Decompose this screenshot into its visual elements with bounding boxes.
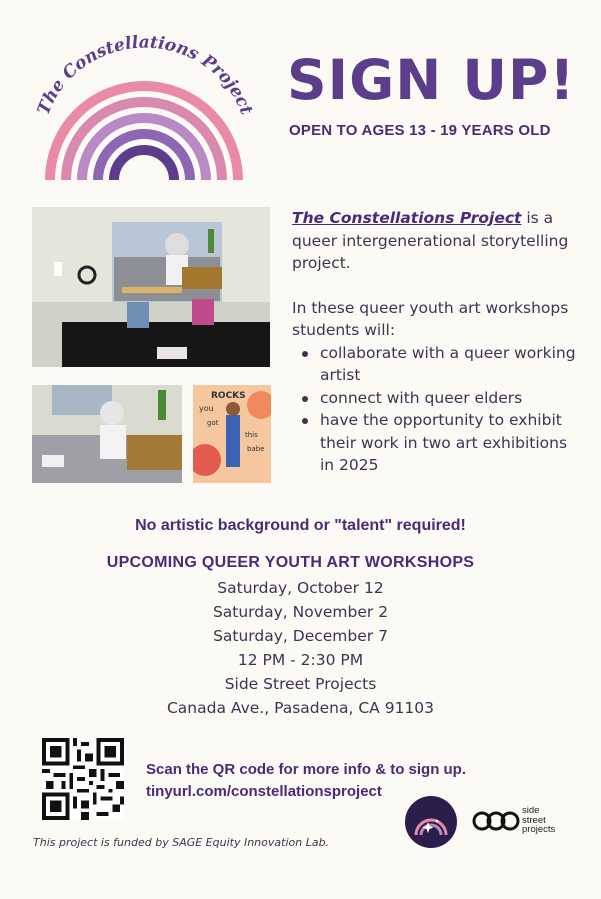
studio-photo xyxy=(32,207,270,367)
benefit-item: collaborate with a queer working artist xyxy=(320,342,577,387)
workshop-schedule xyxy=(0,576,601,720)
workshop-date: Saturday, November 2 xyxy=(212,603,389,621)
benefit-item: connect with queer elders xyxy=(320,387,577,410)
student-painting-photo xyxy=(193,385,271,483)
side-street-logo-icon xyxy=(472,806,522,836)
side-street-wordmark xyxy=(522,806,555,835)
funding-credit: This project is funded by SAGE Equity Innovation Lab. xyxy=(33,836,330,849)
side-street-line: street xyxy=(522,814,546,826)
painting-text-got: got xyxy=(207,419,219,427)
scan-line: Scan the QR code for more info & to sign up. xyxy=(146,761,467,778)
side-street-line: side xyxy=(522,805,540,816)
qr-code[interactable] xyxy=(42,738,124,820)
logo-text: The Constellations Project xyxy=(33,32,257,118)
workshop-time: 12 PM - 2:30 PM xyxy=(237,651,364,669)
benefits-list xyxy=(292,342,577,477)
seated-artist-photo xyxy=(32,385,182,483)
no-talent-note: No artistic background or "talent" required! xyxy=(135,517,466,534)
project-name: The Constellations Project xyxy=(292,209,522,227)
workshops-title: UPCOMING QUEER YOUTH ART WORKSHOPS xyxy=(106,554,475,571)
constellations-logo xyxy=(28,10,258,185)
constellations-badge-icon xyxy=(404,795,458,849)
project-description xyxy=(292,207,577,275)
workshop-date: Saturday, December 7 xyxy=(213,627,388,645)
painting-text-rocks: ROCKS xyxy=(211,391,246,401)
side-street-line: projects xyxy=(522,824,556,835)
painting-text-babe: babe xyxy=(247,445,265,453)
workshop-venue: Side Street Projects xyxy=(224,675,377,693)
painting-text-you: you xyxy=(199,404,214,413)
signup-url[interactable]: tinyurl.com/constellationsproject xyxy=(146,783,382,800)
project-intro xyxy=(292,207,577,477)
project-description-text: is a queer intergenerational storytelling project. xyxy=(292,209,569,272)
benefit-item: have the opportunity to exhibit their work in two art exhibitions in 2025 xyxy=(320,409,577,477)
workshop-date: Saturday, October 12 xyxy=(217,579,384,597)
workshop-lead: In these queer youth art workshops students will: xyxy=(292,298,569,339)
age-requirement: OPEN TO AGES 13 - 19 YEARS OLD xyxy=(289,122,551,139)
workshop-address: Canada Ave., Pasadena, CA 91103 xyxy=(166,699,435,717)
painting-text-this: this xyxy=(245,431,258,439)
headline: SIGN UP! xyxy=(287,48,576,112)
